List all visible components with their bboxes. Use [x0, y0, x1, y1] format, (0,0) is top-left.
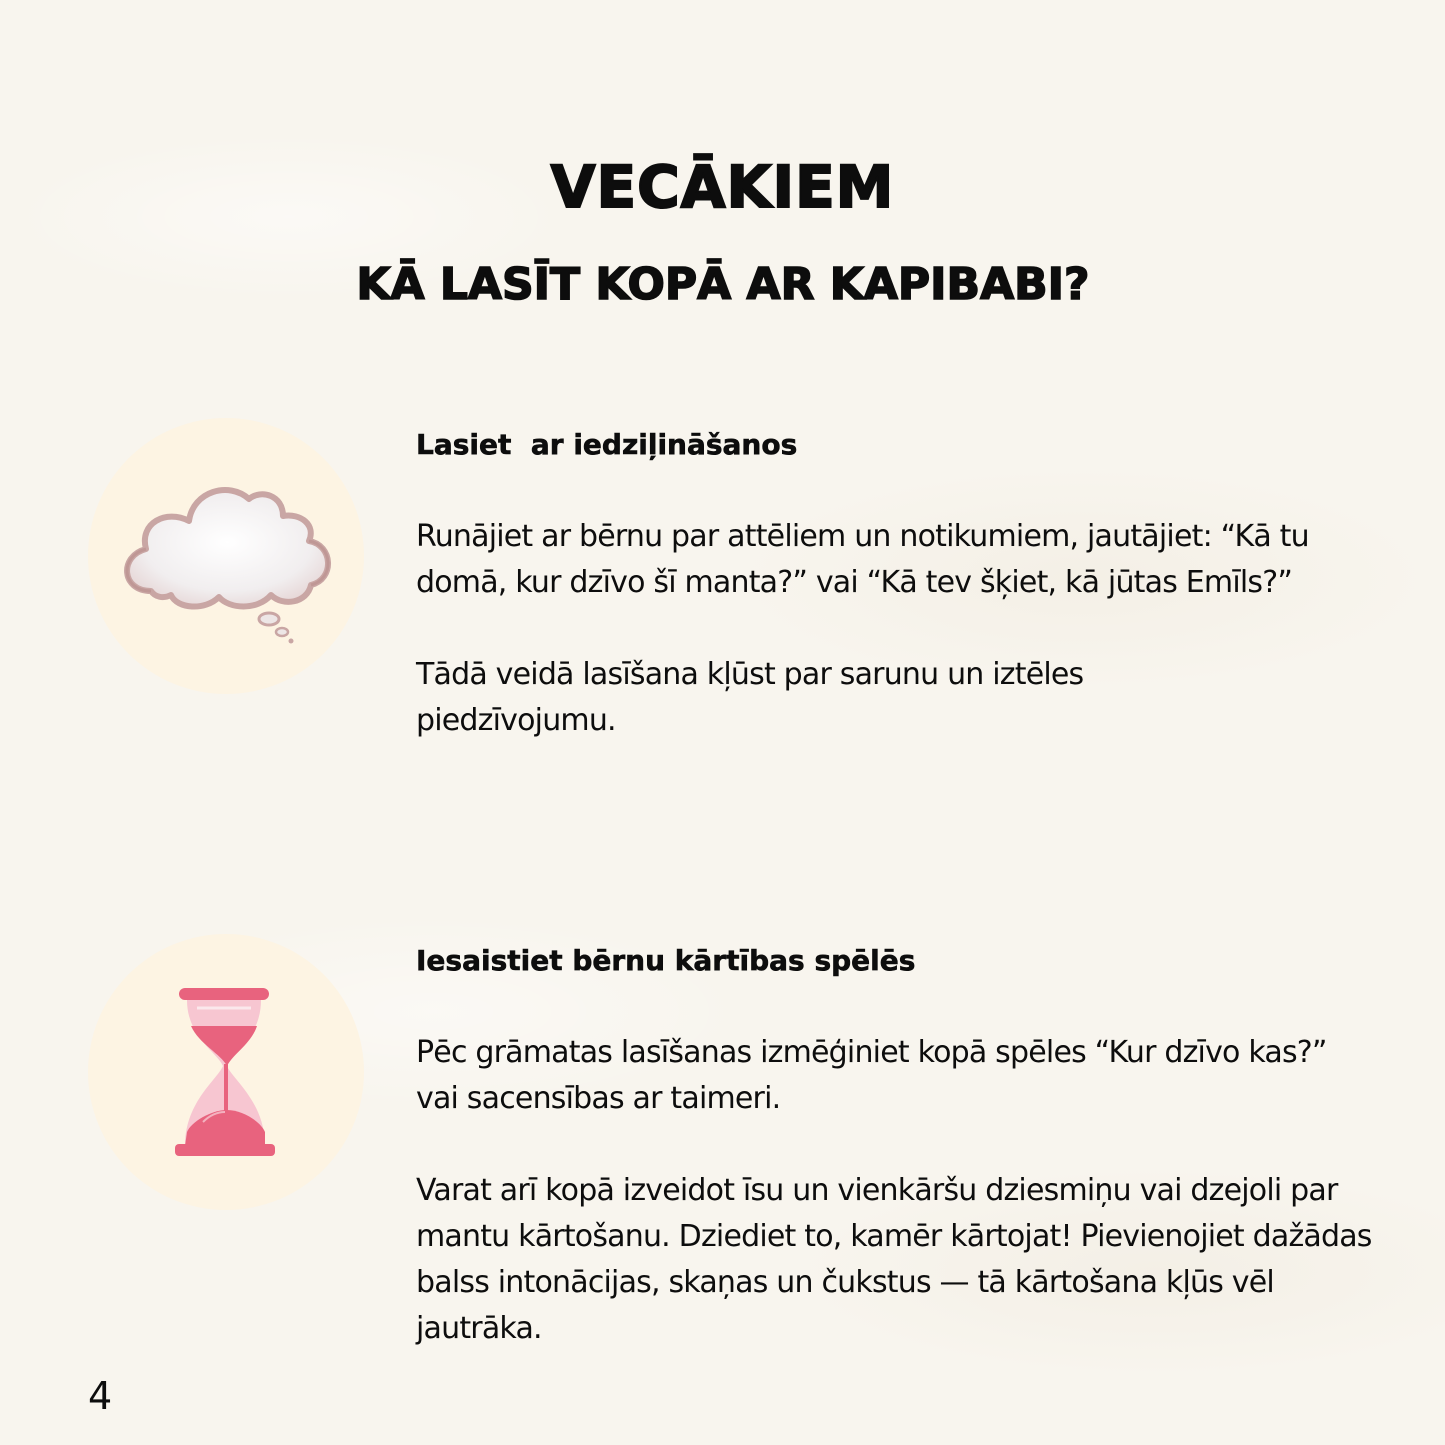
icon-circle-games [88, 934, 364, 1210]
section-reading [416, 424, 1376, 744]
section-heading: Iesaistiet bērnu kārtības spēlēs [416, 944, 916, 977]
page-title: VECĀKIEM [550, 152, 895, 221]
section-paragraph: Varat arī kopā izveidot īsu un vienkāršu dziesmiņu vai dzejoli par mantu kārtošanu. Dziediet to, kamēr kārtojat! Pievienojiet dažādas balss intonācijas, skaņas un čukstus — tā kārtošana kļūs vēl jautrāka. [416, 1173, 1372, 1346]
section-paragraph: Runājiet ar bērnu par attēliem un notikumiem, jautājiet: “Kā tu domā, kur dzīvo šī manta?” vai “Kā tev šķiet, kā jūtas Emīls?” [416, 519, 1309, 600]
page-number: 4 [88, 1374, 113, 1418]
section-heading: Lasiet ar iedziļināšanos [416, 428, 798, 461]
icon-circle-reading [88, 418, 364, 694]
page-subtitle: KĀ LASĪT KOPĀ AR KAPIBABI? [356, 258, 1090, 310]
section-games [416, 940, 1376, 1352]
section-paragraph: Tādā veidā lasīšana kļūst par sarunu un iztēles piedzīvojumu. [416, 657, 1084, 738]
thought-cloud-icon [111, 461, 341, 651]
hourglass-icon [171, 982, 281, 1162]
section-paragraph: Pēc grāmatas lasīšanas izmēģiniet kopā spēles “Kur dzīvo kas?” vai sacensības ar taimeri. [416, 1035, 1327, 1116]
